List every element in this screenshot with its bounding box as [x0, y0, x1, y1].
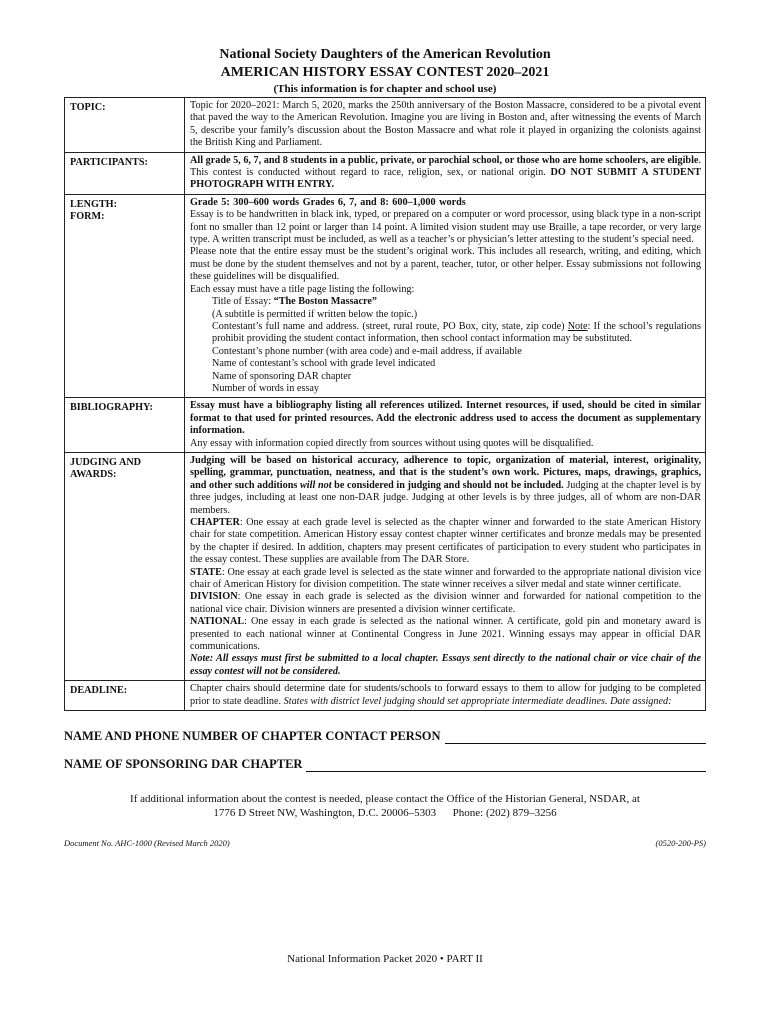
bibliography-label-text: BIBLIOGRAPHY: — [70, 402, 153, 414]
judging-text — [185, 452, 706, 680]
judging-label-2: AWARDS: — [70, 469, 117, 481]
national-level — [190, 616, 701, 653]
judging-criteria-bold: Judging will be based on historical accuracy, adherence to topic, organization of material, interest, originality, spelling, grammar, punctuation, neatness, and that is the student’s own work. Pictures, maps, drawings, graphics, and other such additions — [190, 454, 701, 491]
participants-eligibility: All grade 5, 6, 7, and 8 students in a public, private, or parochial school, or those who are home schoolers, are eligible — [190, 154, 699, 166]
deadline-label — [65, 681, 185, 711]
national-heading: NATIONAL — [190, 616, 245, 628]
topic-text: Topic for 2020–2021: March 5, 2020, marks the 250th anniversary of the Boston Massacre, considered to be a pivotal event that paved the way to the American Revolution. Imagine you are living in Boston and, after witnessing the events of March 5, describe your family’s discussion about the Boston Massacre and what role it played in organizing the colonists against the British King and Parliament. — [185, 98, 706, 153]
state-heading: STATE — [190, 566, 222, 578]
length-label: LENGTH: — [70, 198, 117, 210]
contest-title: AMERICAN HISTORY ESSAY CONTEST 2020–2021 — [220, 65, 550, 80]
document-info — [64, 838, 706, 848]
judging-label-1: JUDGING AND — [70, 456, 142, 468]
contact-person-field[interactable] — [64, 729, 706, 744]
school-item: Name of contestant’s school with grade level indicated — [212, 358, 436, 370]
judging-row — [65, 452, 706, 680]
topic-row — [65, 98, 706, 153]
national-text: : One essay in each grade is selected as the national winner. A certificate, gold pin and monetary award is presented to each national winner at Continental Congress in June 2021. Winning essays may appear in official DAR communications. — [190, 616, 701, 653]
subtitle-item: (A subtitle is permitted if written below the topic.) — [212, 308, 418, 320]
bibliography-label — [65, 398, 185, 453]
form-paragraph-3: Each essay must have a title page listing the following: — [190, 283, 415, 295]
document-number: Document No. AHC-1000 (Revised March 2020) — [64, 838, 230, 849]
contact-line-2: 1776 D Street NW, Washington, D.C. 20006–5303 Phone: (202) 879–3256 — [213, 807, 557, 820]
division-level — [190, 591, 701, 616]
document-header — [64, 46, 706, 96]
topic-label-text: TOPIC: — [70, 102, 106, 113]
chapter-item: Name of sponsoring DAR chapter — [212, 370, 352, 382]
contact-line-1: If additional information about the contest is needed, please contact the Office of the Historian General, NSDAR, at — [130, 793, 640, 806]
sponsoring-chapter-field[interactable] — [64, 757, 706, 772]
title-value: “The Boston Massacre” — [273, 296, 377, 308]
form-paragraph-1: Essay is to be handwritten in black ink, typed, or prepared on a computer or word processor, using black type in a non-script font no smaller than 12 point or larger than 14 point. A limited vision student may use Braille, a tape recorder, or very large type. A written transcript must be included, as well as a teacher’s or physician’s letter attesting to the student’s special need. — [190, 209, 701, 246]
state-text: : One essay at each grade level is selected as the state winner and forwarded to the appropriate national division vice chair of American History for division competition. The state winner receives a silver medal and state winner certificate. — [190, 566, 701, 591]
judging-label — [65, 452, 185, 680]
judging-criteria — [190, 455, 701, 517]
deadline-text — [185, 681, 706, 711]
bibliography-text — [185, 398, 706, 453]
contact-info — [64, 792, 706, 820]
form-paragraph-2: Please note that the entire essay must be the student’s original work. This includes all research, writing, and editing, which must be done by the student themselves and not by a parent, teacher, tutor, or other helper. Essay submissions not following these guidelines will be disqualified. — [190, 246, 701, 283]
participants-label — [65, 152, 185, 194]
sponsoring-chapter-label: NAME OF SPONSORING DAR CHAPTER — [64, 757, 303, 772]
deadline-assigned: States with district level judging should set appropriate intermediate deadlines. Date assigned: — [283, 695, 672, 707]
state-level — [190, 567, 701, 592]
chapter-text: : One essay at each grade level is selected as the chapter winner and forwarded to the state American History chair for state competition. American History essay contest chapter winner certificates and bronze medals may be presented by the chapter if desired. In addition, chapters may present certificates of participation to every student who participates in the essay contest. These supplies are available from The DAR Store. — [190, 517, 701, 566]
contact-person-label: NAME AND PHONE NUMBER OF CHAPTER CONTACT PERSON — [64, 729, 441, 744]
bibliography-row — [65, 398, 706, 453]
phone-item: Contestant’s phone number (with area code) and e-mail address, if available — [212, 345, 522, 357]
org-title: National Society Daughters of the American Revolution — [219, 47, 551, 62]
division-text: : One essay in each grade is selected as the division winner and forwarded for national competition to the national vice chair. Division winners are presented a division winner certificate. — [190, 591, 701, 615]
name-item — [212, 321, 701, 346]
usage-note: (This information is for chapter and school use) — [273, 83, 497, 95]
participants-photo-warning: DO NOT SUBMIT A STUDENT PHOTOGRAPH WITH ENTRY. — [190, 167, 701, 191]
bibliography-requirement: Essay must have a bibliography listing all references utilized. Internet resources, if used, should be cited in similar format to that used for printed resources. Add the electronic address used to access the document as supplementary information. — [190, 400, 701, 437]
length-form-text — [185, 194, 706, 398]
chapter-level — [190, 517, 701, 567]
contact-person-line[interactable] — [445, 731, 706, 744]
deadline-label-text: DEADLINE: — [70, 685, 128, 697]
judging-criteria-bold-end: be considered in judging and should not be included. — [331, 479, 564, 491]
participants-label-text: PARTICIPANTS: — [70, 156, 148, 168]
sponsoring-chapter-line[interactable] — [306, 759, 706, 772]
title-prefix: Title of Essay: — [212, 296, 274, 308]
document-page — [64, 46, 706, 848]
participants-policy: . This contest is conducted without regard to race, religion, sex, or national origin. — [190, 154, 701, 179]
division-heading: DIVISION — [190, 591, 238, 603]
name-item-rest: : If the school’s regulations prohibit providing the student contact information, then school contact information may be substituted. — [212, 320, 701, 345]
submission-note: Note: All essays must first be submitted to a local chapter. Essays sent directly to the national chair or vice chair of the essay contest will not be considered. — [190, 653, 701, 677]
judging-criteria-emphasis: will not — [300, 479, 332, 491]
words-item: Number of words in essay — [212, 382, 319, 394]
length-form-row — [65, 194, 706, 398]
page-footer: National Information Packet 2020 • PART II — [287, 953, 483, 965]
rules-table — [64, 97, 706, 711]
participants-row — [65, 152, 706, 194]
length-form-label — [65, 194, 185, 398]
length-text: Grade 5: 300–600 words Grades 6, 7, and 8: 600–1,000 words — [190, 196, 466, 208]
judging-panel-info: Judging at the chapter level is by three judges, including at least one non-DAR judge. Judging at other levels is by three judges, all of whom are non-DAR members. — [190, 479, 701, 516]
document-code: (0520-200-PS) — [655, 838, 706, 849]
name-item-note: Note — [567, 320, 588, 332]
chapter-heading: CHAPTER — [190, 517, 240, 528]
bibliography-warning: Any essay with information copied directly from sources without using quotes will be disqualified. — [190, 437, 594, 449]
name-item-text: Contestant’s full name and address. (street, rural route, PO Box, city, state, zip code) — [212, 320, 568, 332]
title-page-list — [190, 296, 701, 395]
form-label: FORM: — [70, 211, 105, 223]
topic-label — [65, 98, 185, 153]
deadline-row — [65, 681, 706, 711]
participants-text — [185, 152, 706, 194]
title-item — [212, 296, 701, 308]
deadline-instructions: Chapter chairs should determine date for students/schools to forward essays to them to allow for judging to be completed prior to state deadline. — [190, 683, 701, 707]
